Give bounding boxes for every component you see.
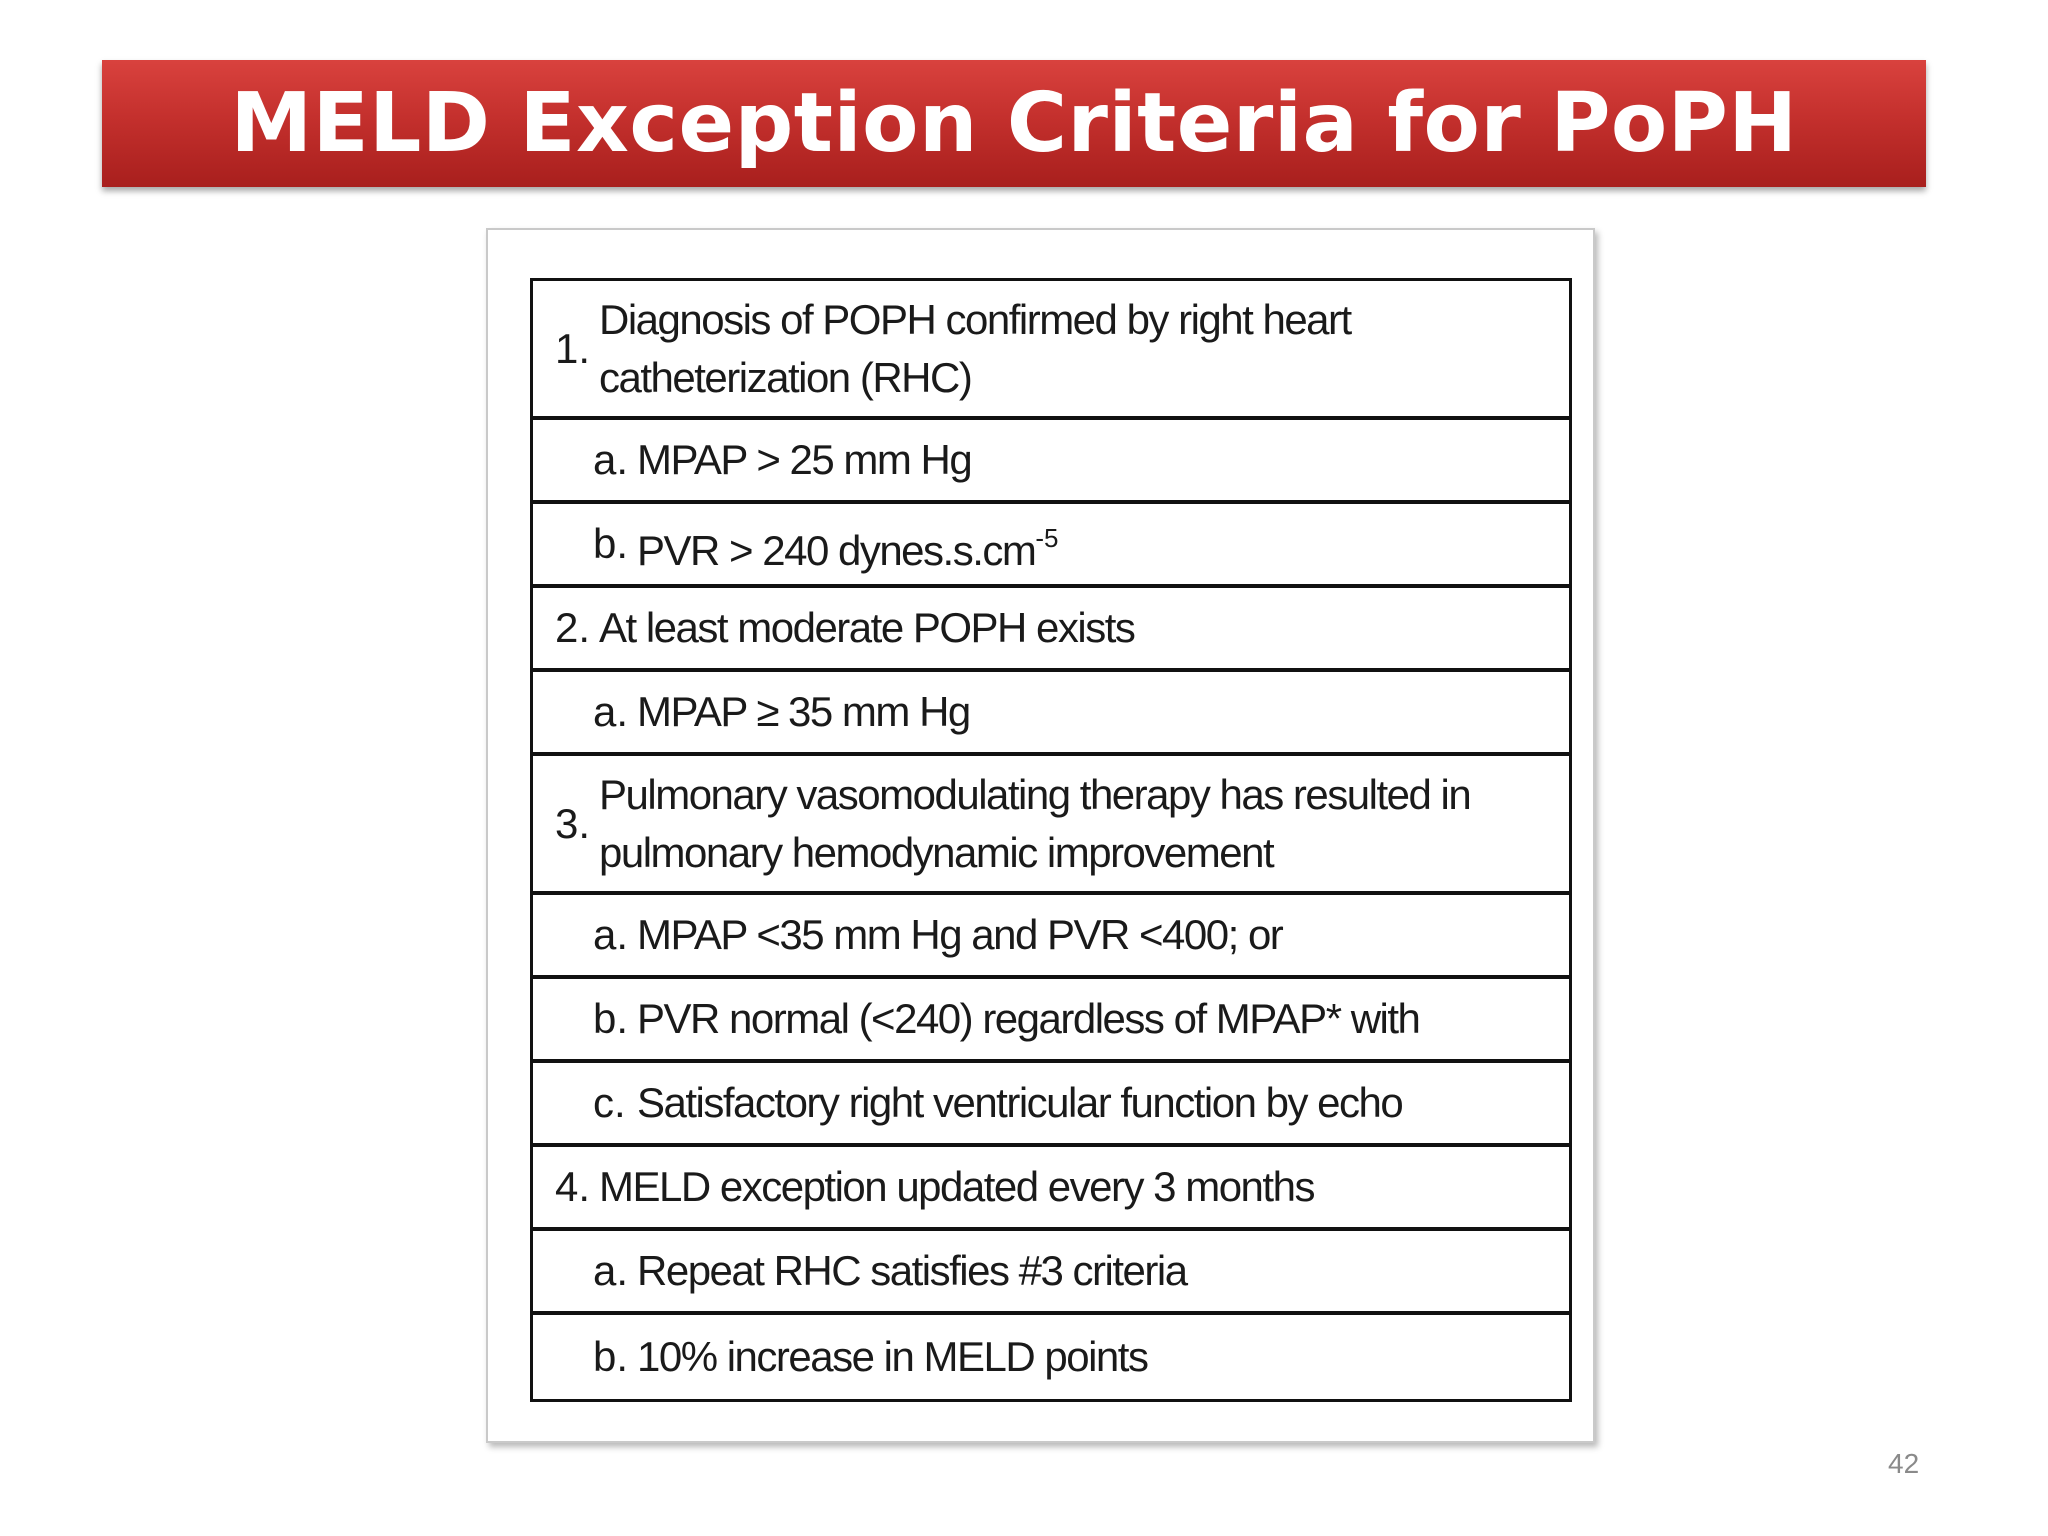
criteria-number: b. <box>593 520 629 567</box>
slide-title: MELD Exception Criteria for PoPH <box>230 76 1798 171</box>
criteria-row <box>533 1231 1569 1315</box>
criteria-row <box>533 1147 1569 1231</box>
criteria-text: Diagnosis of POPH confirmed by right heart catheterization (RHC) <box>599 295 1351 401</box>
criteria-text <box>637 509 1059 580</box>
criteria-text: MPAP ≥ 35 mm Hg <box>637 688 970 735</box>
criteria-row <box>533 895 1569 979</box>
criteria-number: a. <box>593 911 629 958</box>
criteria-row <box>533 588 1569 672</box>
criteria-number: a. <box>593 436 629 483</box>
criteria-text-main: PVR > 240 dynes.s.cm <box>637 526 1036 574</box>
criteria-text: MELD exception updated every 3 months <box>599 1163 1314 1210</box>
criteria-table <box>530 278 1572 1402</box>
criteria-number: a. <box>593 1247 629 1294</box>
criteria-number: a. <box>593 688 629 735</box>
criteria-text: PVR normal (<240) regardless of MPAP* with <box>637 995 1420 1042</box>
criteria-text: Satisfactory right ventricular function by echo <box>637 1079 1403 1126</box>
criteria-text: MPAP > 25 mm Hg <box>637 436 972 483</box>
criteria-number: c. <box>593 1079 626 1126</box>
criteria-superscript: -5 <box>1035 522 1059 553</box>
criteria-text: Repeat RHC satisfies #3 criteria <box>637 1247 1187 1294</box>
criteria-text: At least moderate POPH exists <box>599 604 1135 651</box>
criteria-row <box>533 672 1569 756</box>
criteria-row <box>533 1315 1569 1399</box>
criteria-row <box>533 756 1569 895</box>
criteria-number: 3. <box>555 799 591 847</box>
criteria-row <box>533 979 1569 1063</box>
criteria-text: Pulmonary vasomodulating therapy has resulted in pulmonary hemodynamic improvement <box>599 770 1471 876</box>
criteria-number: b. <box>593 995 629 1042</box>
criteria-row <box>533 281 1569 420</box>
criteria-number: 4. <box>555 1163 591 1210</box>
criteria-table-image <box>486 228 1595 1443</box>
slide-number: 42 <box>1888 1448 1920 1479</box>
criteria-row <box>533 1063 1569 1147</box>
criteria-row <box>533 420 1569 504</box>
criteria-row <box>533 504 1569 588</box>
criteria-number: 1. <box>555 324 591 372</box>
criteria-number: b. <box>593 1333 629 1380</box>
criteria-number: 2. <box>555 604 591 651</box>
title-banner <box>102 60 1926 187</box>
criteria-text: 10% increase in MELD points <box>637 1333 1148 1380</box>
criteria-text: MPAP <35 mm Hg and PVR <400; or <box>637 911 1283 958</box>
